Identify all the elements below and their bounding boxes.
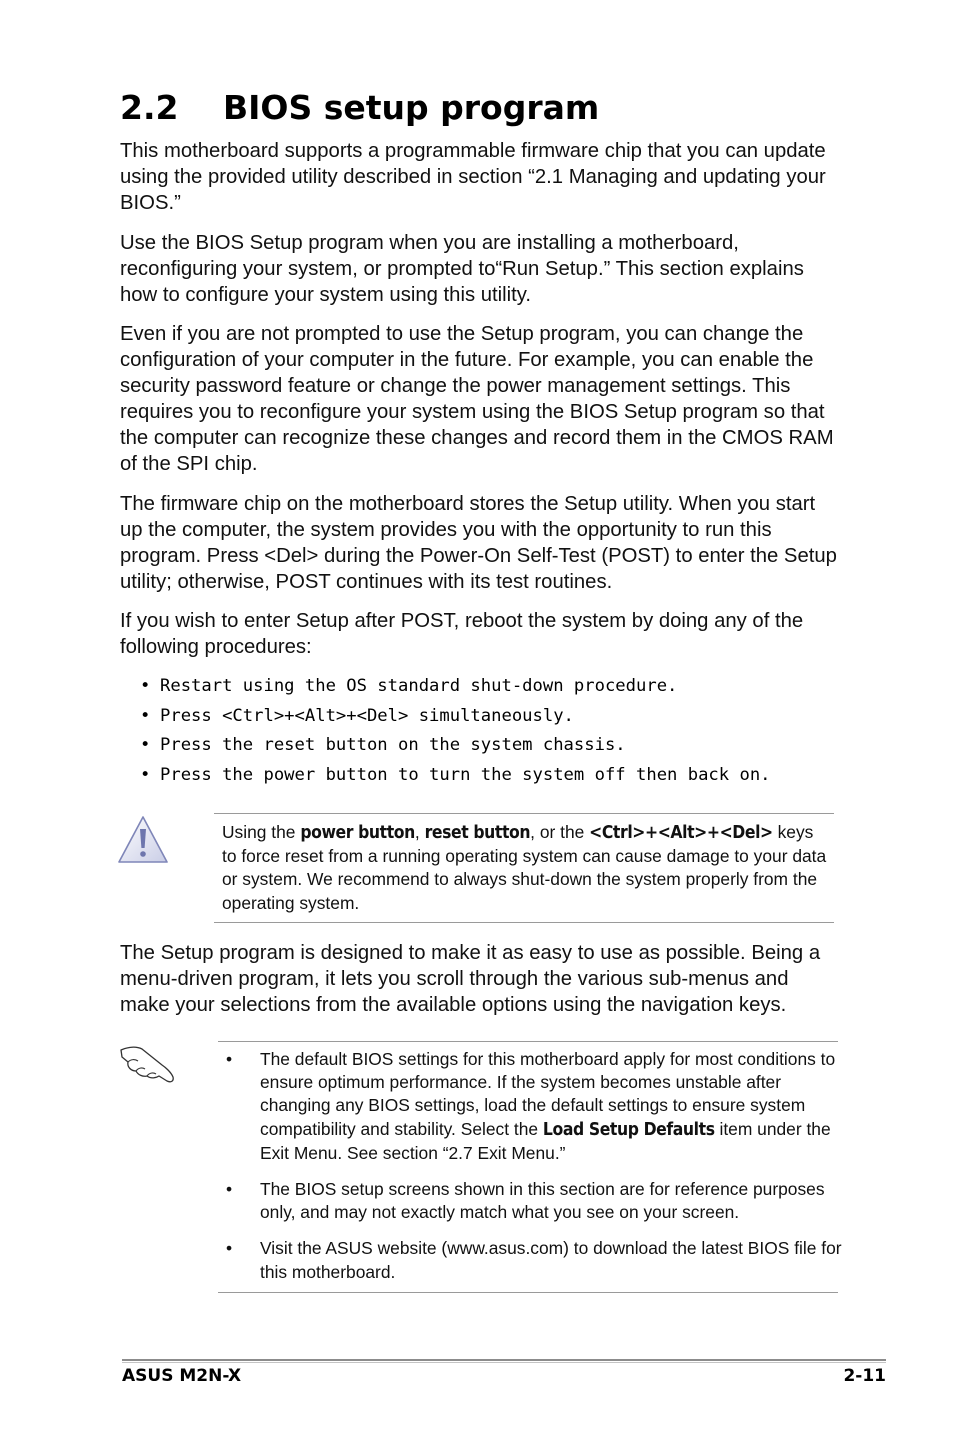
bullet-glyph: • [226, 1049, 233, 1069]
reset-button-term: reset button [424, 823, 531, 843]
procedure-text: Press the reset button on the system chassis. [160, 735, 626, 755]
reboot-procedure-list [140, 673, 771, 791]
warning-text-part: Using the [222, 822, 301, 842]
note-top-rule [218, 1041, 838, 1042]
bullet-glyph: • [140, 735, 151, 755]
firmware-paragraph: The firmware chip on the motherboard stores the Setup utility. When you start up the computer, the system provides you with the opportunity to run this program. Press <Del> during the Power-On Self-Test (POST) to enter the Setup utility; otherwise, POST continues with its test routines. [120, 493, 837, 593]
reboot-paragraph: If you wish to enter Setup after POST, reboot the system by doing any of the following procedures: [120, 610, 804, 658]
list-item [140, 732, 771, 762]
warning-bottom-rule [214, 922, 834, 923]
warning-triangle-icon [116, 814, 170, 866]
list-item [140, 762, 771, 792]
list-item [140, 703, 771, 733]
reconfigure-paragraph: Even if you are not prompted to use the Setup program, you can change the configuration of your computer in the future. For example, you can enable the security password feature or change the power management settings. This requires you to reconfigure your system using the BIOS Setup program so that the computer can recognize these changes and record them in the CMOS RAM of the SPI chip. [120, 323, 834, 475]
warning-text [222, 821, 830, 915]
warning-text-part: , or the [530, 822, 590, 842]
bullet-glyph: • [226, 1179, 233, 1200]
note-text-part: The default BIOS settings for this motherboard apply for most conditions to ensure optimum performance. If the system becomes unstable after changing any BIOS settings, load the default settings to ensure system compatibility and stability. Select the [260, 1049, 836, 1139]
pointing-hand-icon [118, 1042, 176, 1084]
page-number: 2-11 [843, 1366, 886, 1386]
setup-program-paragraph: The Setup program is designed to make it as easy to use as possible. Being a menu-driven program, it lets you scroll through the various sub-menus and make your selections from the available options using the navigation keys. [120, 942, 821, 1016]
list-item [140, 673, 771, 703]
footer-rule-shadow [122, 1362, 886, 1363]
note-text-part: item under the Exit Menu. See section “2.7 Exit Menu.” [260, 1118, 831, 1163]
section-heading [120, 86, 599, 130]
usage-paragraph: Use the BIOS Setup program when you are installing a motherboard, reconfiguring your system, or prompted to“Run Setup.” This section explains how to configure your system using this utility. [120, 232, 804, 306]
note-item-defaults [222, 1048, 842, 1165]
section-number: 2.2 [120, 88, 179, 127]
bullet-glyph: • [140, 764, 151, 785]
note-item-screens [222, 1178, 842, 1224]
warning-top-rule [214, 813, 834, 814]
warning-text-part: , [414, 822, 425, 842]
note-list [222, 1048, 842, 1284]
procedure-text: Press the power button to turn the system off then back on. [160, 764, 771, 785]
section-title: BIOS setup program [223, 88, 600, 127]
note-bottom-rule [218, 1292, 838, 1293]
power-button-term: power button [300, 823, 415, 843]
procedure-text: Press <Ctrl>+<Alt>+<Del> simultaneously. [160, 705, 574, 726]
bullet-glyph: • [140, 676, 151, 696]
note-text-part: Visit the ASUS website (www.asus.com) to download the latest BIOS file for this motherboard. [260, 1238, 842, 1282]
note-text-part: The BIOS setup screens shown in this section are for reference purposes only, and may not exactly match what you see on your screen. [260, 1179, 825, 1223]
footer-product-name: ASUS M2N-X [122, 1366, 242, 1386]
procedure-text: Restart using the OS standard shut-down procedure. [160, 676, 678, 696]
note-item-website [222, 1237, 842, 1283]
footer-rule [122, 1359, 886, 1361]
intro-paragraph: This motherboard supports a programmable firmware chip that you can update using the provided utility described in section “2.1 Managing and updating your BIOS.” [120, 140, 826, 214]
load-setup-defaults-term: Load Setup Defaults [542, 1119, 715, 1140]
key-combination-term: <Ctrl>+<Alt>+<Del> [589, 823, 773, 843]
bullet-glyph: • [226, 1238, 233, 1259]
bullet-glyph: • [140, 705, 151, 726]
warning-text-part: keys to force reset from a running operating system can cause damage to your data or system. We recommend to always shut-down the system properly from the operating system. [222, 822, 827, 913]
